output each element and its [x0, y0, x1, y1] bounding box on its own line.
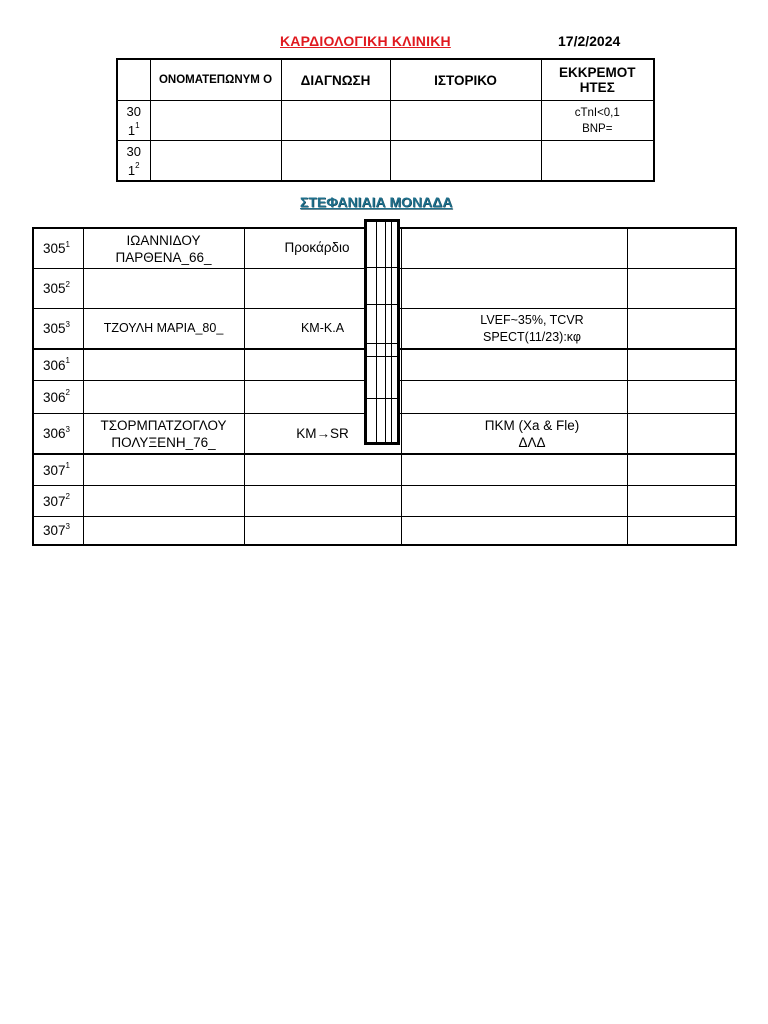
table-row — [33, 517, 736, 546]
bed-number-cell: $305^2$ — [33, 269, 83, 309]
hatch-line — [385, 222, 386, 442]
history-cell — [390, 141, 541, 182]
bed-number-cell: $306^1$ — [33, 349, 83, 381]
patient-name-cell — [83, 486, 244, 517]
table-row — [33, 454, 736, 486]
pending-column-header: ΕΚΚΡΕΜΟΤ ΗΤΕΣ — [541, 59, 654, 101]
bed-number-cell: $305^1$ — [33, 228, 83, 269]
bed-number-cell: $305^3$ — [33, 309, 83, 350]
hatch-line — [367, 304, 397, 305]
notes-cell — [627, 454, 736, 486]
patient-name-cell: ΤΖΟΥΛΗ ΜΑΡΙΑ_80_ — [83, 309, 244, 350]
hatch-line — [376, 222, 377, 442]
bed-number-cell: $306^3$ — [33, 414, 83, 455]
history-cell: ΠΚΜ (Xa & Fle) ΔΛΔ — [401, 414, 627, 455]
bed-number-cell: 30 $1^2$ — [117, 141, 150, 182]
hatch-line — [367, 343, 397, 344]
hatch-line — [391, 222, 392, 442]
bed-number-cell: $306^2$ — [33, 381, 83, 414]
notes-cell — [627, 269, 736, 309]
history-cell — [401, 517, 627, 546]
diagnosis-cell — [244, 517, 401, 546]
notes-cell — [627, 228, 736, 269]
history-cell — [401, 381, 627, 414]
table-row — [117, 141, 654, 182]
history-cell — [401, 228, 627, 269]
notes-cell — [627, 309, 736, 350]
diagnosis-cell — [244, 486, 401, 517]
bed-number-cell: $307^3$ — [33, 517, 83, 546]
hatched-column-block — [364, 219, 400, 445]
bed-number-cell: 30 $1^1$ — [117, 101, 150, 141]
diagnosis-cell: ΚΜ-Κ.Α — [244, 309, 401, 350]
patient-name-cell — [83, 269, 244, 309]
notes-cell — [627, 349, 736, 381]
diagnosis-cell — [244, 454, 401, 486]
page-title: ΚΑΡΔΙΟΛΟΓΙΚΗ ΚΛΙΝΙΚΗ — [280, 33, 451, 49]
patient-name-cell — [83, 517, 244, 546]
notes-cell — [627, 517, 736, 546]
hatch-line — [367, 356, 397, 357]
history-cell — [401, 486, 627, 517]
history-cell — [401, 454, 627, 486]
report-date: 17/2/2024 — [558, 33, 621, 49]
diagnosis-cell — [281, 101, 390, 141]
history-cell — [390, 101, 541, 141]
name-column-header: ΟΝΟΜΑΤΕΠΩΝΥΜ Ο — [150, 59, 281, 101]
bed-number-cell: $307^2$ — [33, 486, 83, 517]
name-cell — [150, 101, 281, 141]
bed-number-cell: $307^1$ — [33, 454, 83, 486]
diagnosis-cell — [281, 141, 390, 182]
hatch-line — [367, 398, 397, 399]
history-column-header: ΙΣΤΟΡΙΚΟ — [390, 59, 541, 101]
patient-name-cell: ΤΣΟΡΜΠΑΤΖΟΓΛΟΥ ΠΟΛΥΞΕΝΗ_76_ — [83, 414, 244, 455]
table-row — [33, 486, 736, 517]
table-row — [117, 101, 654, 141]
hatch-line — [367, 267, 397, 268]
notes-cell — [627, 381, 736, 414]
history-cell: LVEF~35%, TCVR SPECT(11/23):κφ — [401, 309, 627, 350]
diagnosis-cell: ΚΜ→SR — [244, 414, 401, 455]
patient-name-cell — [83, 381, 244, 414]
history-cell — [401, 269, 627, 309]
ward-table-header — [117, 59, 654, 101]
patient-name-cell — [83, 454, 244, 486]
bed-header-cell — [117, 59, 150, 101]
notes-cell — [627, 414, 736, 455]
pending-cell — [541, 141, 654, 182]
name-cell — [150, 141, 281, 182]
diagnosis-cell: Προκάρδιο — [244, 228, 401, 269]
notes-cell — [627, 486, 736, 517]
diagnosis-column-header: ΔΙΑΓΝΩΣΗ — [281, 59, 390, 101]
patient-name-cell: ΙΩΑΝΝΙΔΟΥ ΠΑΡΘΕΝΑ_66_ — [83, 228, 244, 269]
section-title: ΣΤΕΦΑΝΙΑΙΑ ΜΟΝΑΔΑ — [300, 194, 453, 210]
pending-cell: cTnI<0,1 BNP= — [541, 101, 654, 141]
history-cell — [401, 349, 627, 381]
ward-table — [116, 58, 655, 182]
patient-name-cell — [83, 349, 244, 381]
